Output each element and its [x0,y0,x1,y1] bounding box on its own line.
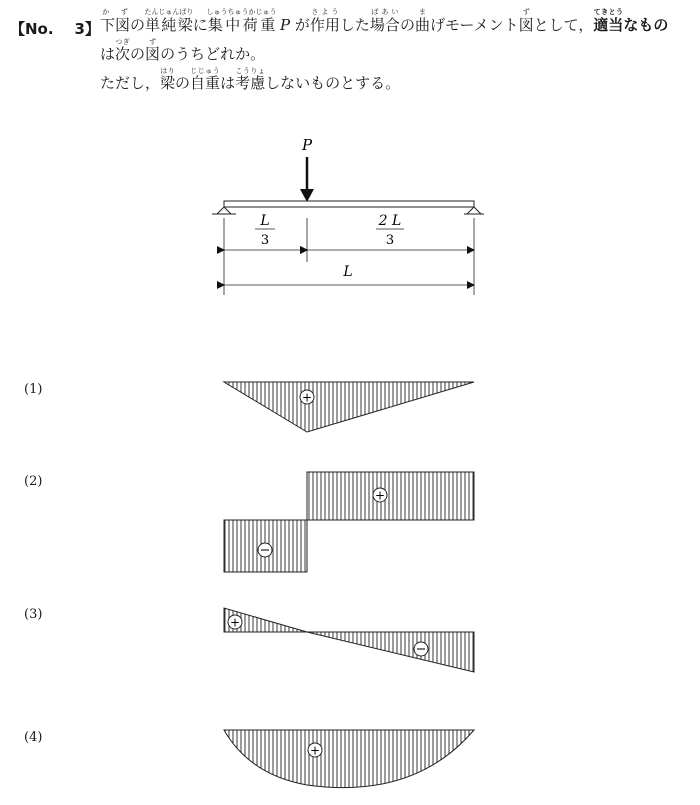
dim-right-denominator: 3 [385,233,395,248]
option-3-label[interactable]: (3) [24,607,43,622]
load-label: P [302,136,313,154]
ruby-word: 作用さよう [309,8,340,34]
ruby-word: 図ず [145,38,161,63]
dim-left-denominator: 3 [260,233,270,248]
question-text-segment: は [100,45,116,63]
question-text-segment: の [399,16,415,34]
option-1-moment-area [224,382,474,432]
pin-support-left [212,207,236,214]
option-3-diagram [224,608,474,672]
option-2-label[interactable]: (2) [24,474,43,489]
dim-left-numerator: L [260,213,270,229]
option-3-negative-area [307,632,474,672]
option-4-diagram [224,730,474,788]
option-3-positive-sign: + [229,615,241,630]
option-1-diagram [224,382,474,432]
question-text-segment: の [175,74,191,92]
ruby-word: 場合ばあい [369,8,400,34]
option-4-moment-area [224,730,474,788]
dim-right-numerator: 2 L [378,213,402,229]
dim-total-label: L [343,264,353,280]
question-text-segment: に [192,16,208,34]
beam [224,201,474,207]
load-arrow-head [300,189,314,202]
ruby-word: 曲ま [414,8,430,34]
option-4-positive-sign: + [309,743,321,758]
option-2-positive-area [307,472,474,520]
question-text-segment: は [220,74,236,92]
question-text-segment: の [130,16,146,34]
ruby-word: 下図か ず [100,8,131,34]
question-number: 【No. 3】 [10,20,100,38]
question-text-segment: のうちどれか。 [160,45,266,63]
option-2-diagram [224,472,474,572]
question-text-segment: した [339,16,370,34]
question-text-segment: げモーメント [429,16,519,34]
ruby-word: 単純梁たんじゅんばり [144,8,194,34]
ruby-word: 自重じじゅう [190,67,221,92]
question-text-segment: が [290,16,310,34]
question-text-segment: として， [533,16,594,34]
question-text-segment: の [130,45,146,63]
beam-figure [212,136,484,295]
question-text-segment: しないものとする。 [265,74,401,92]
ruby-word: 梁はり [160,67,176,92]
ruby-word: 図ず [518,8,534,34]
option-4-label[interactable]: (4) [24,730,43,745]
ruby-word: 次つぎ [115,38,131,63]
option-1-positive-sign: + [301,390,313,405]
variable-text: P [280,16,291,34]
ruby-word: 考慮こうりょ [235,67,266,92]
option-2-positive-sign: + [374,488,386,503]
option-1-label[interactable]: (1) [24,382,43,397]
ruby-word: 集中荷重しゅうちゅうかじゅう [206,8,277,34]
roller-support-right [464,207,484,214]
ruby-word: 適当てきとう [593,8,624,34]
question-text-segment: なもの [623,16,669,34]
question-text-segment: ただし， [100,74,161,92]
